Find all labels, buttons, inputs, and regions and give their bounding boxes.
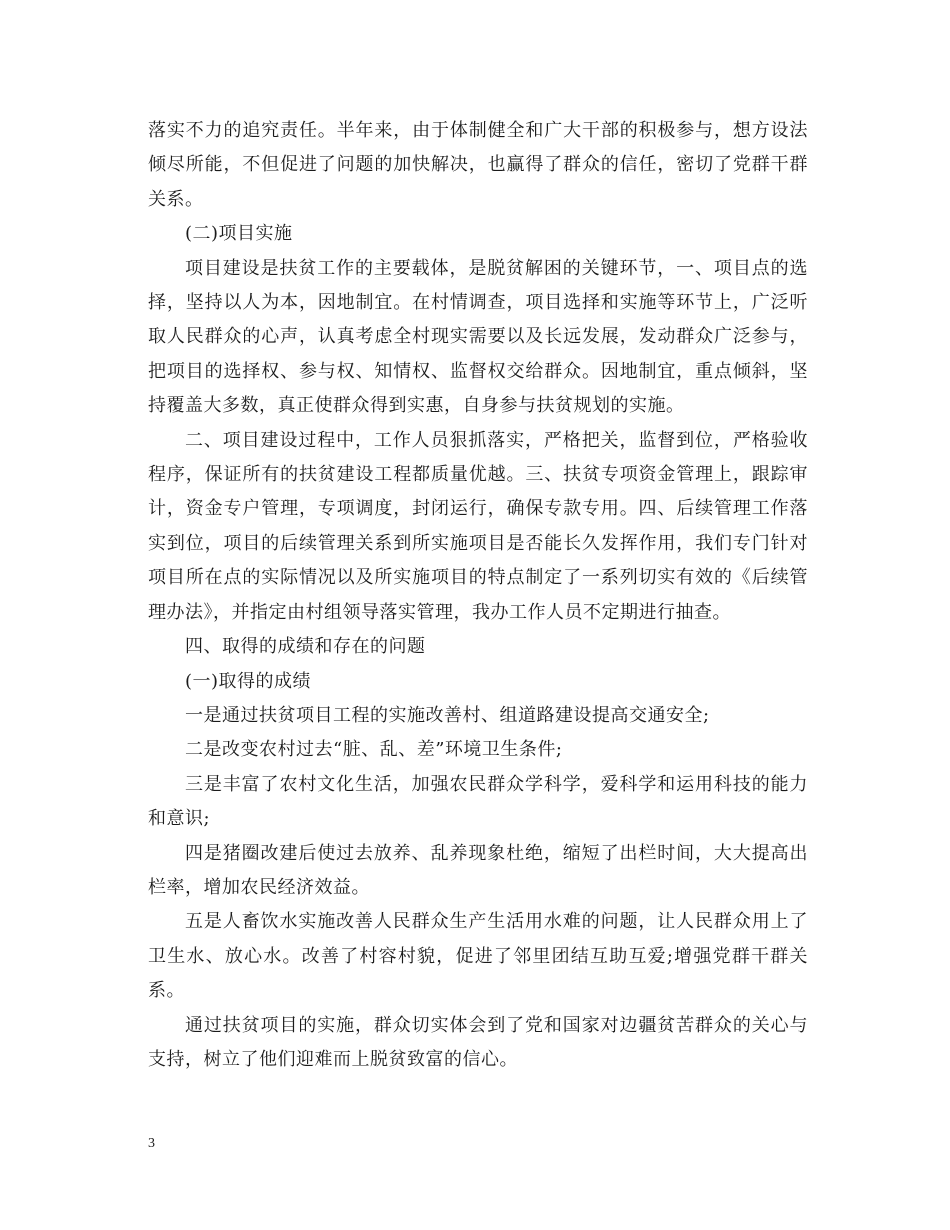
list-item: 三是丰富了农村文化生活，加强农民群众学科学，爱科学和运用科技的能力和意识; <box>148 773 808 830</box>
section-heading: 四、取得的成绩和存在的问题 <box>185 636 426 658</box>
section-heading: (二)项目实施 <box>185 223 293 245</box>
section-heading: (一)取得的成绩 <box>185 670 312 692</box>
paragraph: 二、项目建设过程中，工作人员狠抓落实，严格把关，监督到位，严格验收程序，保证所有的扶贫建设工程都质量优越。三、扶贫专项资金管理上，跟踪审计，资金专户管理，专项调度，封闭运行，确保专款专用。四、后续管理工作落实到位，项目的后续管理关系到所实施项目是否能长久发挥作用，我们专门针对项目所在点的实际情况以及所实施项目的特点制定了一系列切实有效的《后续管理办法》，并指定由村组领导落实管理，我办工作人员不定期进行抽查。 <box>148 429 808 623</box>
document-body <box>148 114 808 1077</box>
page-number: 3 <box>148 1136 155 1151</box>
paragraph: 项目建设是扶贫工作的主要载体，是脱贫解困的关键环节，一、项目点的选择，坚持以人为本，因地制宜。在村情调查，项目选择和实施等环节上，广泛听取人民群众的心声，认真考虑全村现实需要以及长远发展，发动群众广泛参与，把项目的选择权、参与权、知情权、监督权交给群众。因地制宜，重点倾斜，坚持覆盖大多数，真正使群众得到实惠，自身参与扶贫规划的实施。 <box>148 257 808 417</box>
list-item: 二是改变农村过去“脏、乱、差”环境卫生条件; <box>185 739 563 761</box>
list-item: 五是人畜饮水实施改善人民群众生产生活用水难的问题，让人民群众用上了卫生水、放心水。改善了村容村貌，促进了邻里团结互助互爱;增强党群干群关系。 <box>148 911 808 1002</box>
list-item: 四是猪圈改建后使过去放养、乱养现象杜绝，缩短了出栏时间，大大提高出栏率，增加农民经济效益。 <box>148 842 808 898</box>
list-item: 一是通过扶贫项目工程的实施改善村、组道路建设提高交通安全; <box>185 704 710 726</box>
paragraph: 落实不力的追究责任。半年来，由于体制健全和广大干部的积极参与，想方设法倾尽所能，不但促进了问题的加快解决，也赢得了群众的信任，密切了党群干群关系。 <box>148 120 808 210</box>
paragraph: 通过扶贫项目的实施，群众切实体会到了党和国家对边疆贫苦群众的关心与支持，树立了他们迎难而上脱贫致富的信心。 <box>148 1014 808 1070</box>
